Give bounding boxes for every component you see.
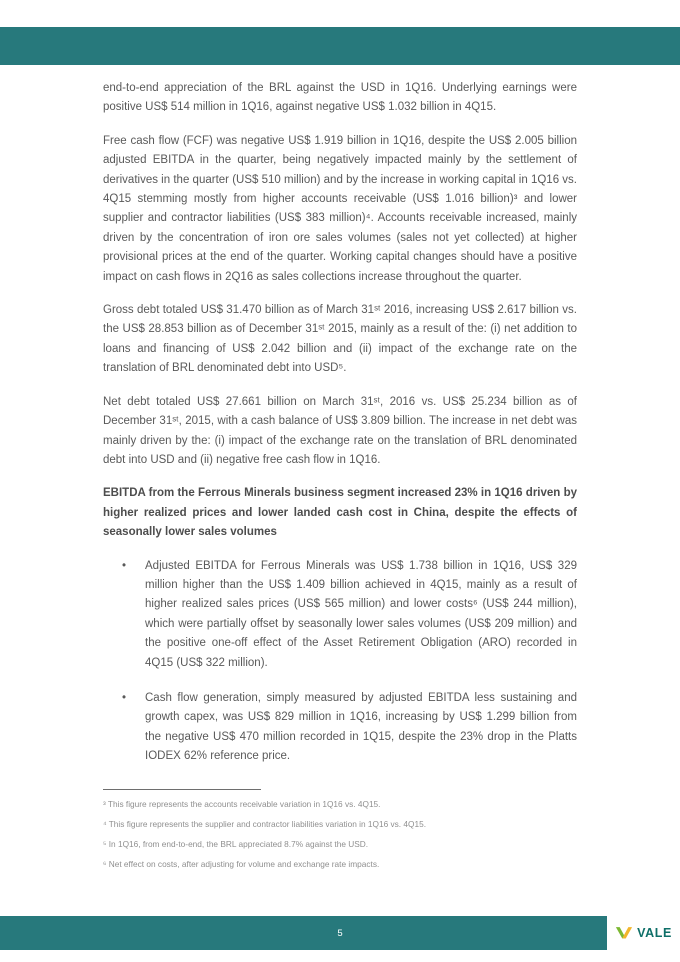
footnote-5: ⁵ In 1Q16, from end-to-end, the BRL appreciated 8.7% against the USD. [103, 838, 369, 849]
bullet-list [103, 557, 577, 767]
footnote-4: ⁴ This figure represents the supplier and contractor liabilities variation in 1Q16 vs. 4Q15. [103, 818, 427, 829]
vale-wordmark: VALE [637, 926, 672, 940]
footnote-3: ³ This figure represents the accounts receivable variation in 1Q16 vs. 4Q15. [103, 798, 381, 809]
paragraph-underlying-earnings: end-to-end appreciation of the BRL against the USD in 1Q16. Underlying earnings were positive US$ 514 million in 1Q16, against negative US$ 1.032 billion in 4Q15. [103, 82, 577, 114]
page-number: 5 [337, 927, 343, 939]
header-band [0, 27, 680, 65]
paragraph-net-debt: Net debt totaled US$ 27.661 billion on March 31ˢᵗ, 2016 vs. US$ 25.234 billion as of December 31ˢᵗ, 2015, with a cash balance of US$ 3.809 billion. The increase in net debt was mainly driven by the: (i) impact of the exchange rate on the translation of BRL denominated debt into USD and (ii) negative free cash flow in 1Q16. [103, 395, 577, 466]
footnotes [103, 799, 577, 870]
footnote-separator [103, 789, 261, 790]
section-heading-ebitda-ferrous: EBITDA from the Ferrous Minerals business segment increased 23% in 1Q16 driven by higher realized prices and lower landed cash cost in China, despite the effects of seasonally lower sales volumes [103, 487, 577, 539]
paragraph-free-cash-flow: Free cash flow (FCF) was negative US$ 1.919 billion in 1Q16, despite the US$ 2.005 billion adjusted EBITDA in the quarter, being negatively impacted mainly by the settlement of derivatives in the quarter (US$ 510 million) and by the increase in working capital in 1Q16 vs. 4Q15 stemming mostly from higher accounts receivable (US$ 1.016 billion)³ and lower supplier and contractor liabilities (US$ 383 million)⁴. Accounts receivable increased, mainly driven by the concentration of iron ore sales volumes (sales not yet collected) at higher provisional prices at the end of the quarter. Working capital changes should have a positive impact on cash flows in 2Q16 as sales collections increase throughout the quarter. [103, 134, 577, 283]
footer-band [0, 916, 680, 950]
page-content [103, 79, 577, 879]
bullet-adjusted-ebitda: • Adjusted EBITDA for Ferrous Minerals was US$ 1.738 billion in 1Q16, US$ 329 million higher than the US$ 1.409 billion achieved in 4Q15, mainly as a result of higher realized sales prices (US$ 565 million) and lower costs⁶ (US$ 244 million), which were partially offset by seasonally lower sales volumes (US$ 209 million) and the positive one-off effect of the Asset Retirement Obligation (ARO) recorded in 4Q15 (US$ 322 million). [103, 557, 577, 673]
bullet-cash-flow-generation: • Cash flow generation, simply measured by adjusted EBITDA less sustaining and growth capex, was US$ 829 million in 1Q16, increasing by US$ 1.299 billion from the negative US$ 470 million recorded in 1Q15, despite the 23% drop in the Platts IODEX 62% reference price. [103, 689, 577, 767]
vale-logo [607, 916, 680, 950]
paragraph-gross-debt: Gross debt totaled US$ 31.470 billion as of March 31ˢᵗ 2016, increasing US$ 2.617 billion vs. the US$ 28.853 billion as of December 31ˢᵗ 2015, mainly as a result of the: (i) net addition to loans and financing of US$ 2.042 billion and (ii) impact of the exchange rate on the translation of BRL denominated debt into USD⁵. [103, 304, 577, 375]
vale-v-icon [615, 926, 633, 940]
footnote-6: ⁶ Net effect on costs, after adjusting for volume and exchange rate impacts. [103, 858, 380, 869]
